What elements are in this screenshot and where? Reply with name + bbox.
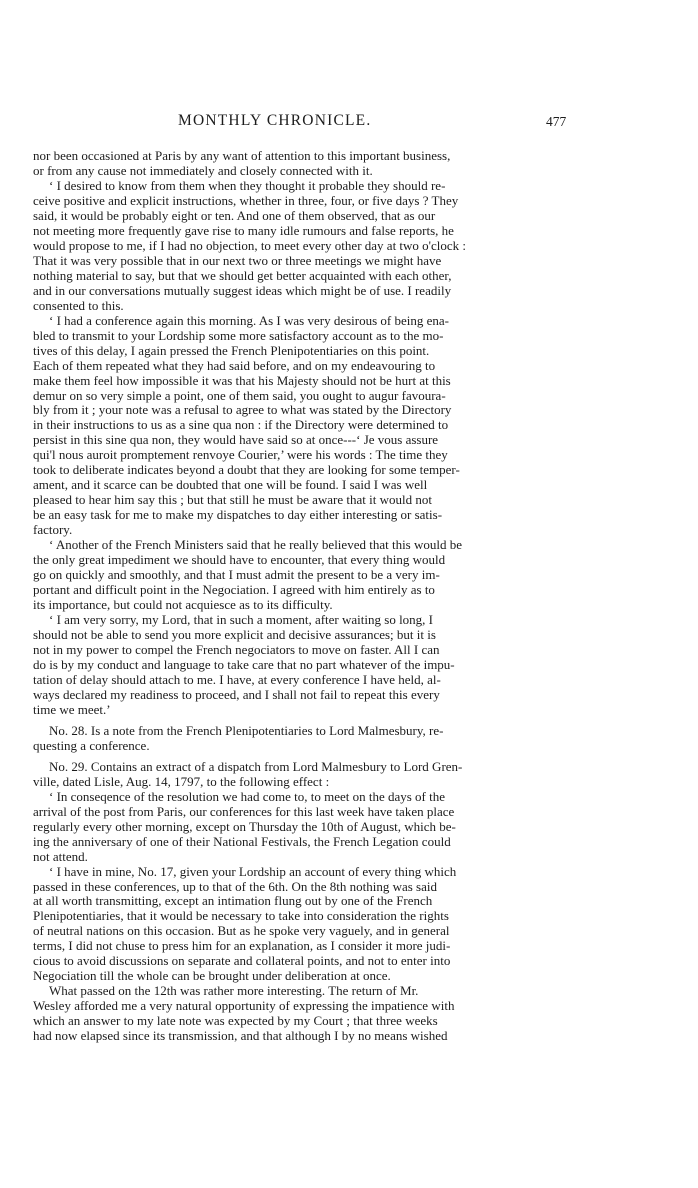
text-line: cious to avoid discussions on separate and collateral points, and not to enter into xyxy=(33,953,451,969)
text-line: not meeting more frequently gave rise to many idle rumours and false reports, he xyxy=(33,222,454,238)
text-line: ‘ I am very sorry, my Lord, that in such a moment, after waiting so long, I xyxy=(49,612,434,628)
text-line: or from any cause not immediately and closely connected with it. xyxy=(33,162,373,178)
text-line: factory. xyxy=(33,522,73,538)
text-line: Wesley afforded me a very natural opportunity of expressing the impatience with xyxy=(33,998,455,1014)
text-line: That it was very possible that in our next two or three meetings we might have xyxy=(33,252,442,268)
text-line: ways declared my readiness to proceed, and I shall not fail to repeat this every xyxy=(33,686,440,702)
text-line: not attend. xyxy=(33,848,88,864)
text-line: ‘ I had a conference again this morning. As I was very desirous of being ena- xyxy=(49,312,449,328)
text-line: nor been occasioned at Paris by any want of attention to this important business, xyxy=(33,148,451,163)
text-line: consented to this. xyxy=(33,297,124,313)
text-line: do is by my conduct and language to take care that no part whatever of the impu- xyxy=(33,656,455,672)
text-line: qui'l nous auroit promptement renvoye Courier,’ were his words : The time they xyxy=(33,447,448,463)
text-line: Each of them repeated what they had said before, and on my endeavouring to xyxy=(33,357,436,373)
text-line: the only great impediment we should have to encounter, that every thing would xyxy=(33,552,446,568)
body-text xyxy=(33,148,577,1043)
text-line: ceive positive and explicit instructions, whether in three, four, or five days ? They xyxy=(33,192,459,208)
text-line: bled to transmit to your Lordship some more satisfactory account as to the mo- xyxy=(33,327,444,343)
text-line: should not be able to send you more explicit and decisive assurances; but it is xyxy=(33,627,436,642)
text-line: go on quickly and smoothly, and that I must admit the present to be a very im- xyxy=(33,567,440,583)
text-line: ‘ I desired to know from them when they thought it probable they should re- xyxy=(49,177,446,193)
text-line: ‘ In conseqence of the resolution we had come to, to meet on the days of the xyxy=(49,788,446,804)
text-line: bly from it ; your note was a refusal to agree to what was stated by the Directory xyxy=(33,402,452,418)
text-line: at all worth transmitting, except an intimation flung out by one of the French xyxy=(33,893,433,909)
text-line: ‘ Another of the French Ministers said that he really believed that this would be xyxy=(49,537,463,553)
text-line: which an answer to my late note was expected by my Court ; that three weeks xyxy=(33,1013,438,1029)
page-number: 477 xyxy=(546,114,567,129)
text-line: regularly every other morning, except on Thursday the 10th of August, which be- xyxy=(33,818,456,834)
text-line: ament, and it scarce can be doubted that one will be found. I said I was well xyxy=(33,477,428,493)
text-line: No. 29. Contains an extract of a dispatch from Lord Malmesbury to Lord Gren- xyxy=(49,758,463,774)
text-line: and in our conversations mutually suggest ideas which might be of use. I readily xyxy=(33,282,452,298)
text-line: in their instructions to us as a sine qua non : if the Directory were determined to xyxy=(33,417,449,433)
text-line: portant and difficult point in the Negociation. I agreed with him entirely as to xyxy=(33,582,435,598)
text-line: tation of delay should attach to me. I have, at every conference I have held, al- xyxy=(33,671,441,687)
text-line: arrival of the post from Paris, our conferences for this last week have taken place xyxy=(33,803,455,819)
text-line: nothing material to say, but that we should get better acquainted with each other, xyxy=(33,267,452,283)
text-line: questing a conference. xyxy=(33,737,150,753)
text-line: had now elapsed since its transmission, and that although I by no means wished xyxy=(33,1028,448,1044)
text-line: Plenipotentiaries, that it would be necessary to take into consideration the rights xyxy=(33,908,449,924)
text-line: would propose to me, if I had no objection, to meet every other day at two o'clock : xyxy=(33,237,467,253)
text-line: not in my power to compel the French negociators to move on faster. All I can xyxy=(33,641,440,657)
text-line: terms, I did not chuse to press him for an explanation, as I consider it more judi- xyxy=(33,938,451,954)
text-line: of neutral nations on this occasion. But as he spoke very vaguely, and in general xyxy=(33,923,450,939)
text-line: took to deliberate indicates beyond a doubt that they are looking for some temper- xyxy=(33,462,460,478)
text-line: pleased to hear him say this ; but that still he must be aware that it would not xyxy=(33,492,432,508)
text-line: What passed on the 12th was rather more interesting. The return of Mr. xyxy=(49,983,419,999)
text-line: No. 28. Is a note from the French Plenipotentiaries to Lord Malmesbury, re- xyxy=(49,722,444,738)
text-line: ville, dated Lisle, Aug. 14, 1797, to the following effect : xyxy=(33,773,330,789)
text-line: said, it would be probably eight or ten. And one of them observed, that as our xyxy=(33,207,436,223)
text-line: ‘ I have in mine, No. 17, given your Lordship an account of every thing which xyxy=(49,863,457,879)
text-line: Negociation till the whole can be brought under deliberation at once. xyxy=(33,968,391,984)
running-head: MONTHLY CHRONICLE. xyxy=(178,112,372,129)
page-header xyxy=(0,112,698,134)
text-line: be an easy task for me to make my dispatches to day either interesting or satis- xyxy=(33,507,443,523)
text-line: passed in these conferences, up to that of the 6th. On the 8th nothing was said xyxy=(33,878,437,894)
text-line: ing the anniversary of one of their National Festivals, the French Legation could xyxy=(33,833,451,849)
text-line: make them feel how impossible it was that his Majesty should not be hurt at this xyxy=(33,372,451,388)
text-line: its importance, but could not acquiesce as to its difficulty. xyxy=(33,597,333,613)
text-line: tives of this delay, I again pressed the French Plenipotentiaries on this point. xyxy=(33,342,430,358)
text-line: time we meet.’ xyxy=(33,701,111,717)
text-line: persist in this sine qua non, they would have said so at once---‘ Je vous assure xyxy=(33,432,439,448)
text-line: demur on so very simple a point, one of them said, you ought to augur favoura- xyxy=(33,387,446,403)
